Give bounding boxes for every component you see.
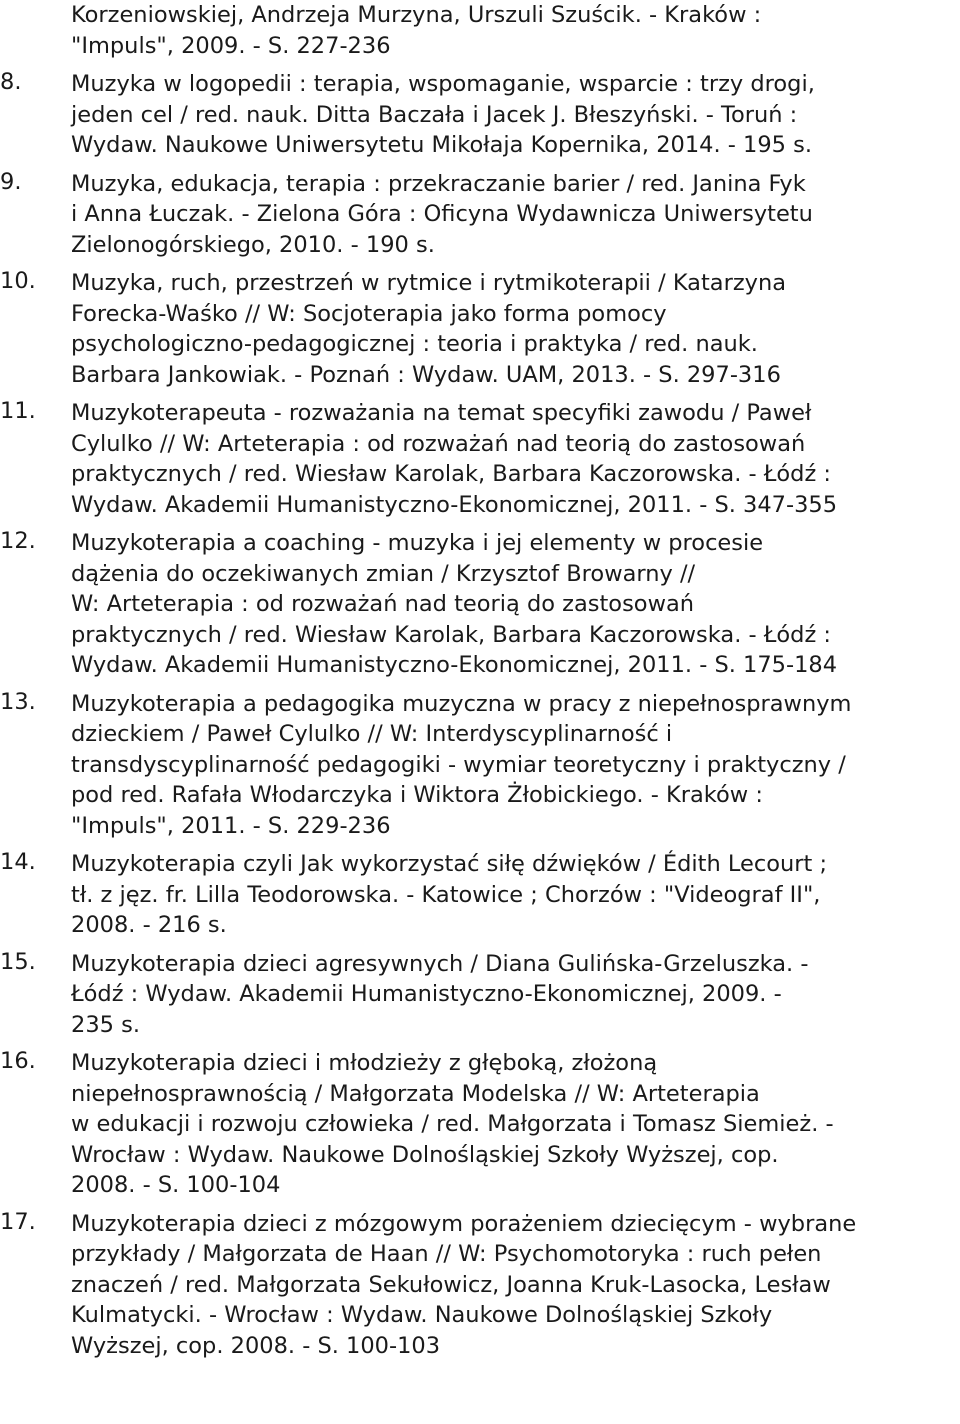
entry-text-line: "Impuls", 2009. - S. 227-236 [71, 32, 391, 59]
bibliography-entry [0, 849, 960, 941]
entry-text-line: Muzykoterapeuta - rozważania na temat specyfiki zawodu / Paweł [71, 400, 812, 426]
entry-number: 13. [0, 688, 36, 715]
entry-number: 12. [0, 528, 36, 554]
entry-text-line: znaczeń / red. Małgorzata Sekułowicz, Joanna Kruk-Lasocka, Lesław [71, 1271, 831, 1298]
entry-text-line: 235 s. [71, 1011, 140, 1038]
entry-number: 17. [0, 1208, 36, 1235]
entry-text-line: Zielonogórskiego, 2010. - 190 s. [71, 231, 435, 258]
entry-text-line: Wydaw. Akademii Humanistyczno-Ekonomicznej, 2011. - S. 347-355 [71, 491, 838, 518]
entry-text-line: tł. z jęz. fr. Lilla Teodorowska. - Katowice ; Chorzów : "Videograf II", [71, 881, 821, 908]
entry-number: 15. [0, 948, 36, 975]
entry-text-line: Muzykoterapia dzieci i młodzieży z głęboką, złożoną [71, 1050, 658, 1076]
entry-text-line: 2008. - S. 100-104 [71, 1172, 281, 1198]
bibliography-entry [0, 1048, 960, 1201]
bibliography-entry [0, 0, 960, 61]
entry-text-line: "Impuls", 2011. - S. 229-236 [71, 812, 391, 839]
entry-text-line: psychologiczno-pedagogicznej : teoria i praktyka / red. nauk. [71, 331, 758, 357]
entry-text-line: Wrocław : Wydaw. Naukowe Dolnośląskiej Szkoły Wyższej, cop. [71, 1141, 779, 1168]
entry-text-line: Korzeniowskiej, Andrzeja Murzyna, Urszuli Szuścik. - Kraków : [71, 2, 762, 28]
entry-text-line: pod red. Rafała Włodarczyka i Wiktora Żłobickiego. - Kraków : [71, 782, 763, 808]
entry-text-line: Muzyka w logopedii : terapia, wspomaganie, wsparcie : trzy drogi, [71, 71, 815, 97]
bibliography-entry [0, 1209, 960, 1362]
entry-text-line: i Anna Łuczak. - Zielona Góra : Oficyna Wydawnicza Uniwersytetu [71, 201, 813, 227]
entry-text-line: Muzyka, ruch, przestrzeń w rytmice i rytmikoterapii / Katarzyna [71, 270, 787, 296]
entry-text-line: Muzykoterapia dzieci z mózgowym porażeniem dziecięcym - wybrane [71, 1210, 857, 1237]
entry-text-line: Wydaw. Akademii Humanistyczno-Ekonomicznej, 2011. - S. 175-184 [71, 652, 838, 678]
entry-text-line: w edukacji i rozwoju człowieka / red. Małgorzata i Tomasz Siemież. - [71, 1111, 834, 1137]
bibliography-entry [0, 69, 960, 161]
entry-text-line: Muzykoterapia czyli Jak wykorzystać siłę dźwięków / Édith Lecourt ; [71, 851, 828, 877]
entry-text-line: niepełnosprawnością / Małgorzata Modelska // W: Arteterapia [71, 1080, 760, 1107]
entry-number: 14. [0, 849, 36, 875]
entry-text-line: Muzyka, edukacja, terapia : przekraczanie barier / red. Janina Fyk [71, 170, 806, 197]
entry-text-line: Barbara Jankowiak. - Poznań : Wydaw. UAM, 2013. - S. 297-316 [71, 361, 781, 388]
entry-text-line: dążenia do oczekiwanych zmian / Krzysztof Browarny // [71, 560, 696, 587]
entry-text-line: Kulmatycki. - Wrocław : Wydaw. Naukowe Dolnośląskiej Szkoły [71, 1302, 773, 1328]
bibliography-entry [0, 398, 960, 520]
entry-number: 16. [0, 1048, 36, 1074]
entry-text-line: Muzykoterapia dzieci agresywnych / Diana Gulińska-Grzeluszka. - [71, 950, 809, 977]
entry-text-line: Cylulko // W: Arteterapia : od rozważań nad teorią do zastosowań [71, 430, 806, 457]
entry-text-line: transdyscyplinarność pedagogiki - wymiar teoretyczny i praktyczny / [71, 751, 846, 778]
entry-text-line: 2008. - 216 s. [71, 912, 227, 938]
bibliography-entry [0, 949, 960, 1041]
entry-text-line: jeden cel / red. nauk. Ditta Baczała i Jacek J. Błeszyński. - Toruń : [71, 101, 798, 128]
entry-text-line: Łódź : Wydaw. Akademii Humanistyczno-Ekonomicznej, 2009. - [71, 981, 782, 1007]
entry-text-line: praktycznych / red. Wiesław Karolak, Barbara Kaczorowska. - Łódź : [71, 461, 832, 487]
entry-text-line: Forecka-Waśko // W: Socjoterapia jako forma pomocy [71, 300, 667, 327]
entry-number: 10. [0, 268, 36, 294]
entry-number: 11. [0, 398, 36, 424]
entry-text-line: przykłady / Małgorzata de Haan // W: Psychomotoryka : ruch pełen [71, 1241, 822, 1267]
bibliography-entry [0, 689, 960, 842]
entry-text-line: Wydaw. Naukowe Uniwersytetu Mikołaja Kopernika, 2014. - 195 s. [71, 132, 813, 158]
bibliography-entry [0, 169, 960, 261]
entry-text-line: W: Arteterapia : od rozważań nad teorią do zastosowań [71, 591, 695, 617]
entry-text-line: praktycznych / red. Wiesław Karolak, Barbara Kaczorowska. - Łódź : [71, 621, 832, 648]
bibliography-entry [0, 528, 960, 681]
bibliography-entry [0, 268, 960, 390]
entry-text-line: Muzykoterapia a pedagogika muzyczna w pracy z niepełnosprawnym [71, 690, 852, 717]
entry-number: 8. [0, 69, 22, 95]
entry-text-line: Wyższej, cop. 2008. - S. 100-103 [71, 1332, 441, 1359]
entry-number: 9. [0, 168, 22, 195]
entry-text-line: dzieckiem / Paweł Cylulko // W: Interdyscyplinarność i [71, 721, 673, 747]
entry-text-line: Muzykoterapia a coaching - muzyka i jej elementy w procesie [71, 530, 764, 556]
